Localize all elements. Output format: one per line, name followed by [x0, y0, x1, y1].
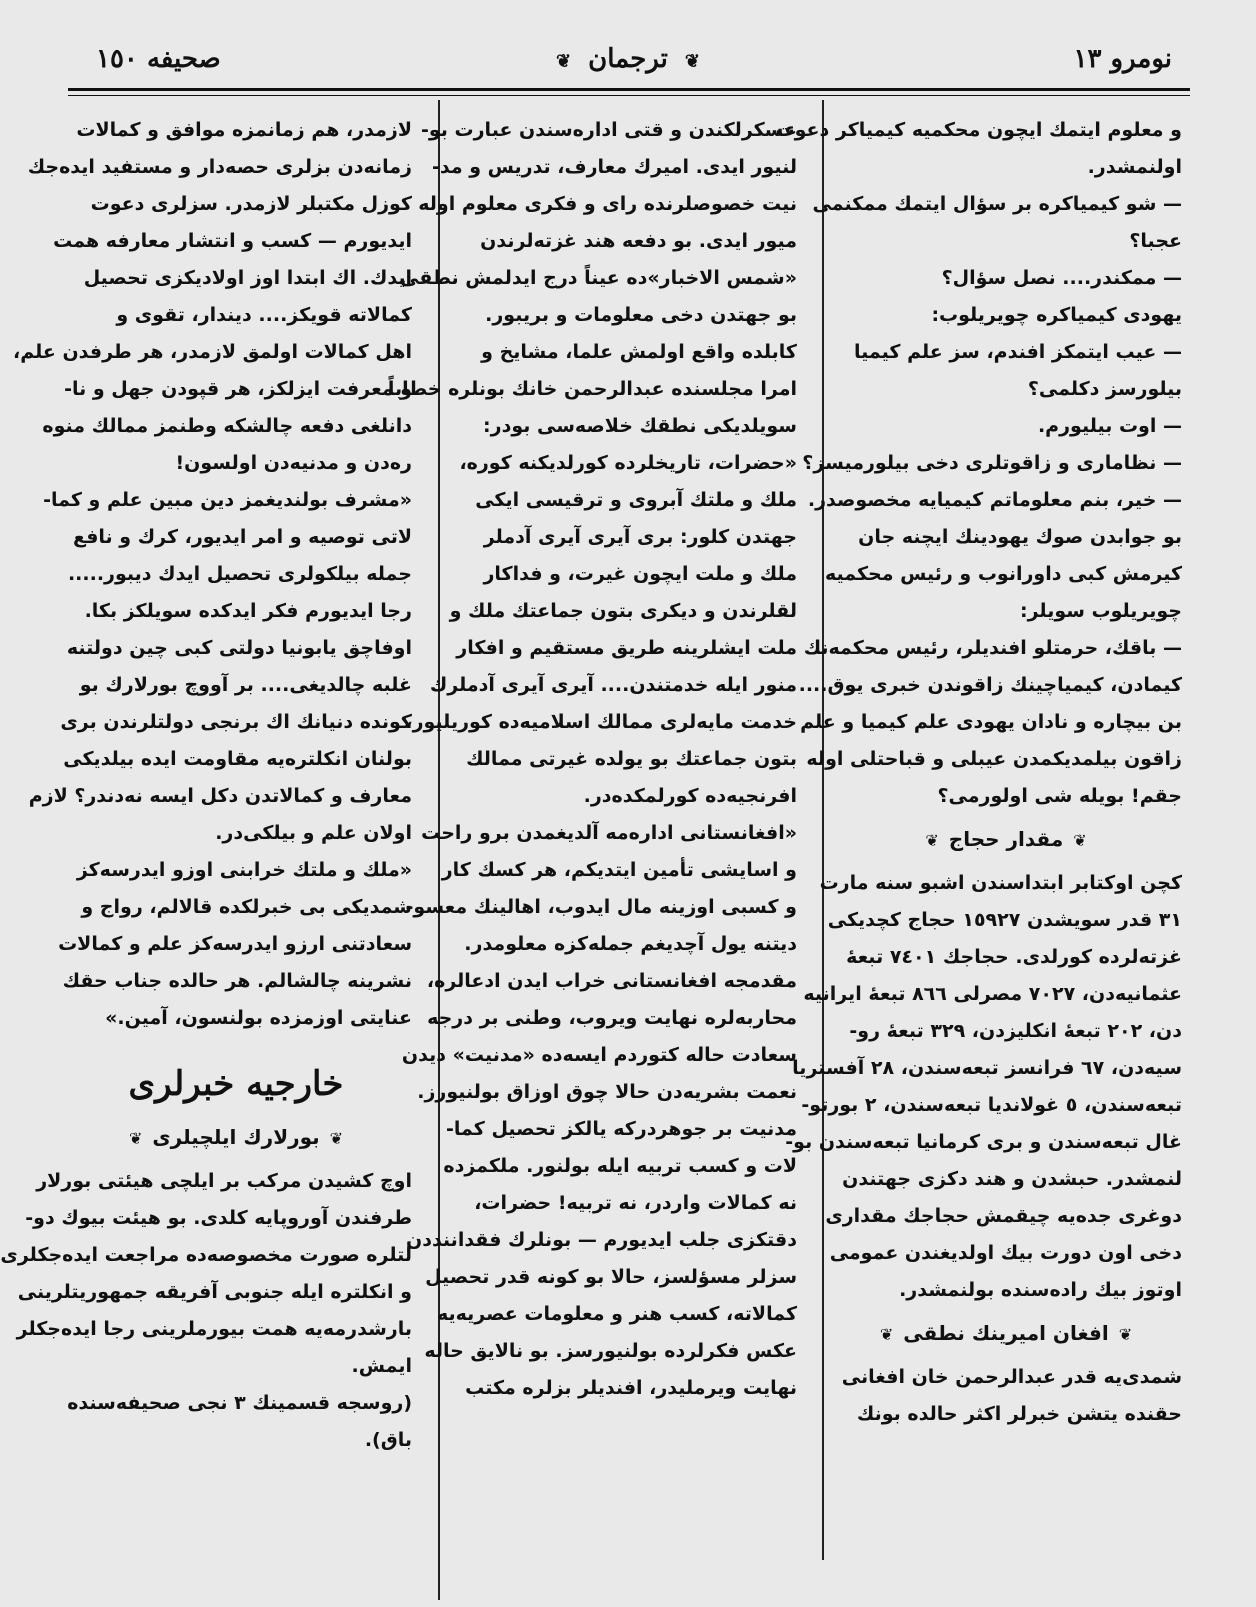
column-divider: [822, 100, 824, 1560]
text-line: چويريلوب سويلر:: [1020, 600, 1182, 622]
text-line: عكس فكرلرده بولنيورسز. بو نالايق حاله: [424, 1340, 797, 1362]
text-line: سزلر مسؤلسز، حالا بو كونه قدر تحصيل: [425, 1266, 797, 1288]
text-line: بيلورسز دكلمى؟: [1027, 378, 1182, 400]
text-line: دقتكزى جلب ايديورم — بونلرك فقداننددن: [405, 1229, 797, 1251]
text-line: لقلرندن و ديكرى بتون جماعتك ملك و: [449, 600, 797, 622]
ornament-icon: ❦: [1073, 831, 1087, 850]
text-line: اوتوز بيك راده‌سنده بولنمشدر.: [899, 1279, 1182, 1301]
text-line: لاتى توصيه و امر ايديور، كرك و نافع: [72, 526, 412, 548]
text-line: — اوت بيليورم.: [1037, 415, 1182, 437]
text-line: شمديكى بى خبرلكده قالالم، رواج و: [81, 896, 412, 918]
text-line: نه كمالات واردر، نه تربيه! حضرات،: [474, 1192, 797, 1214]
text-line: — ممكندر.... نصل سؤال؟: [941, 267, 1182, 289]
text-line: و كسبى اوزينه مال ايدوب، اهالينك معسو-: [405, 896, 797, 918]
column-left: [0, 112, 412, 1592]
text-line: — شو كيمياكره بر سؤال ايتمك ممكنمى: [812, 193, 1182, 215]
ornament-icon: ❦: [329, 1129, 344, 1148]
header-rule-thin: [68, 95, 1190, 96]
text-line: دوغرى جده‌يه چيقمش حجاجك مقدارى: [825, 1205, 1182, 1227]
header-rule: [68, 88, 1190, 91]
text-line: غال تبعه‌سندن و برى كرمانيا تبعه‌سندن بو-: [785, 1131, 1182, 1153]
text-line: اولنمشدر.: [1087, 156, 1182, 178]
text-line: — باقك، حرمتلو افنديلر، رئيس محكمه‌نك: [803, 637, 1182, 659]
text-line: سيه‌دن، ٦٧ فرانسز تبعه‌سندن، ٢٨ آفستريا: [792, 1057, 1182, 1079]
text-line: بارشدرمه‌يه همت بيورملرينى رجا ايده‌جكلر: [16, 1318, 412, 1340]
text-line: مقدمجه افغانستانى خراب ايدن ادعالره،: [426, 970, 797, 992]
section-subheading: [830, 1315, 1182, 1353]
page-number: صحيفه ١٥٠: [96, 44, 221, 74]
text-line: و اسايشى تأمين ايتديكم، هر كسك كار: [441, 859, 797, 881]
text-line: بن بيچاره و نادان يهودى علم كيميا و علم: [800, 711, 1182, 733]
subheading-text: بورلارك ايلچيلرى: [152, 1125, 320, 1149]
text-line: اوفاچق يابونيا دولتى كبى چين دولتنه: [66, 637, 412, 659]
text-line: كچن اوكتابر ابتداسندن اشبو سنه مارت: [819, 872, 1182, 894]
text-line: منور ايله خدمتندن.... آيرى آيرى آدملرك: [429, 674, 797, 696]
text-line: سعادتنى ارزو ايدرسه‌كز علم و كمالات: [58, 933, 412, 955]
text-line: «شمس الاخبار»ده عيناً درج ايدلمش نطقى: [400, 267, 797, 289]
text-line: كيرمش كبى داورانوب و رئيس محكميه: [824, 563, 1182, 585]
text-line: افرنجيه‌ده كورلمكده‌در.: [583, 785, 797, 807]
section-subheading: [830, 821, 1182, 859]
text-line: زمانه‌دن بزلرى حصه‌دار و مستفيد ايده‌جك: [27, 156, 412, 178]
text-line: ملت ايشلرينه طريق مستقيم و افكار: [456, 637, 797, 659]
text-line: ايديورم — كسب و انتشار معارفه همت: [53, 230, 412, 252]
ornament-icon: ❦: [925, 831, 939, 850]
text-line: — نظامارى و زاقوتلرى دخى بيلورميسز؟: [802, 452, 1182, 474]
text-line: طرفندن آوروپايه كلدى. بو هيئت بيوك دو-: [25, 1207, 412, 1229]
text-line: نهايت ويرمليدر، افنديلر بزلره مكتب: [465, 1377, 797, 1399]
text-line: معارف و كمالاتدن دكل ايسه نه‌دندر؟ لازم: [28, 785, 412, 807]
text-line: لنيور ايدى. اميرك معارف، تدريس و مد-: [431, 156, 797, 178]
text-line: «ملك و ملتك خرابنى اوزو ايدرسه‌كز: [76, 859, 412, 881]
text-line: و معلوم ايتمك ايچون محكميه كيمياكر دعوت: [775, 119, 1182, 141]
text-line: شمدى‌يه قدر عبدالرحمن خان افغانى: [841, 1366, 1182, 1388]
text-line: ديتنه يول آچديغم جمله‌كزه معلومدر.: [464, 933, 797, 955]
text-line: كابلده واقع اولمش علما، مشايخ و: [481, 341, 797, 363]
text-line: «مشرف بولنديغمز دين مبين علم و كما-: [43, 489, 412, 511]
text-line: — خير، بنم معلوماتم كيميايه مخصوصدر.: [807, 489, 1182, 511]
text-line: ايمش.: [351, 1355, 412, 1377]
text-line: مدنيت بر جوهردركه يالكز تحصيل كما-: [446, 1118, 797, 1140]
text-line: نشرينه چالشالم. هر حالده جناب حقك: [62, 970, 412, 992]
text-line: جمله بيلكولرى تحصيل ايدك ديبور.....: [67, 563, 412, 585]
text-line: زاقون بيلمديكمدن عيبلى و قباحتلى اوله: [806, 748, 1182, 770]
text-line: و معرفت ايزلكز، هر قپودن جهل و نا-: [64, 378, 412, 400]
text-line: عنايتى اوزمزده بولنسون، آمين.»: [105, 1007, 412, 1029]
text-line: محاربه‌لره نهايت ويروب، وطنى بر درجه: [427, 1007, 797, 1029]
subheading-text: مقدار حجاج: [948, 827, 1064, 851]
text-line: اهل كمالات اولمق لازمدر، هر طرفدن علم،: [13, 341, 412, 363]
text-line: لازمدر، هم زمانمزه موافق و كمالات: [76, 119, 412, 141]
text-line: كمالاته، كسب هنر و معلومات عصريه‌يه: [436, 1303, 797, 1325]
text-line: بولنان انكلتره‌يه مقاومت ايده بيلديكى: [63, 748, 412, 770]
text-line: كمالاته قويكز.... ديندار، تقوى و: [116, 304, 412, 326]
text-line: دخى اون دورت بيك اولديغندن عمومى: [829, 1242, 1182, 1264]
text-line: بو جوابدن صوك يهودينك ايچنه جان: [858, 526, 1182, 548]
text-line: خدمت مايه‌لرى ممالك اسلاميه‌ده كوريليور،: [405, 711, 797, 733]
text-line: دانلغى دفعه چالشكه وطنمز ممالك منوه: [42, 415, 412, 437]
text-line: ملك و ملت ايچون غيرت، و فداكار: [483, 563, 797, 585]
text-line: نيت خصوصلرنده راى و فكرى معلوم اوله: [418, 193, 797, 215]
ornament-icon: ❦: [684, 51, 700, 72]
text-line: رجا ايديورم فكر ايدكده سويلكز بكا.: [84, 600, 412, 622]
masthead: [68, 44, 1188, 74]
text-line: بو جهتدن دخى معلومات و بريبور.: [485, 304, 797, 326]
column-right: [775, 112, 1182, 1592]
subheading-text: افغان اميرينك نطقى: [903, 1321, 1109, 1345]
text-line: باق).: [364, 1429, 412, 1451]
ornament-icon: ❦: [879, 1325, 894, 1344]
text-line: ملك و ملتك آبروى و ترقيسى ايكى: [475, 489, 797, 511]
text-line: اوچ كشيدن مركب بر ايلچى هيئتى بورلار: [36, 1170, 412, 1192]
text-line: كوزل مكتبلر لازمدر. سزلرى دعوت: [90, 193, 412, 215]
page-header: [68, 30, 1188, 88]
text-line: ٣١ قدر سويشدن ١٥٩٢٧ حجاج كچديكى: [827, 909, 1182, 931]
text-line: اولان علم و بيلكى‌در.: [215, 822, 412, 844]
ornament-icon: ❦: [555, 51, 572, 72]
text-line: ميور ايدى. بو دفعه هند غزته‌لرندن: [480, 230, 797, 252]
text-line: كيمادن، كيمياچينك زاقوندن خبرى يوق....: [798, 674, 1182, 696]
text-line: كونده دنيانك اك برنجى دولتلرندن برى: [60, 711, 412, 733]
text-line: (روسجه قسمينك ٣ نجى صحيفه‌سنده: [67, 1392, 412, 1414]
section-subheading: [60, 1119, 412, 1157]
text-line: بتون جماعتك بو يولده غيرتى ممالك: [466, 748, 797, 770]
text-line: عسكرلكندن و قتى اداره‌سندن عبارت بو-: [420, 119, 797, 141]
text-line: لنمشدر. حبشدن و هند دكزى جهتندن: [842, 1168, 1182, 1190]
text-line: جقم! بويله شى اولورمى؟: [937, 785, 1182, 807]
text-line: «افغانستانى اداره‌مه آلديغمدن برو راحت: [421, 822, 797, 844]
text-line: و انكلتره ايله جنوبى آفريقه جمهوريتلرينى: [17, 1281, 412, 1303]
text-line: نعمت بشريه‌دن حالا چوق اوزاق بولنيورز.: [417, 1081, 797, 1103]
text-line: امرا مجلسنده عبدالرحمن خانك بونلره خطاباً: [387, 378, 797, 400]
text-line: سويلديكى نطقك خلاصه‌سى بودر:: [483, 415, 797, 437]
text-line: — عيب ايتمكز افندم، سز علم كيميا: [854, 341, 1182, 363]
text-line: دن، ٢٠٢ تبعهٔ انكليزدن، ٣٢٩ تبعهٔ رو-: [849, 1020, 1182, 1042]
text-line: سعادت حاله كتوردم ايسه‌ده «مدنيت» ديدن: [401, 1044, 797, 1066]
text-line: تبعه‌سندن، ٥ غولانديا تبعه‌سندن، ٢ بورتو-: [801, 1094, 1182, 1116]
text-line: عجبا؟: [1129, 230, 1182, 252]
text-line: لات و كسب تربيه ايله بولنور. ملكمزده: [443, 1155, 797, 1177]
text-line: جهتدن كلور: برى آيرى آيرى آدملر: [483, 526, 797, 548]
issue-number: نومرو ١٣: [1073, 44, 1172, 74]
newspaper-title: ترجمان: [588, 44, 668, 74]
ornament-icon: ❦: [128, 1129, 143, 1148]
ornament-icon: ❦: [1118, 1325, 1133, 1344]
text-line: ره‌دن و مدنيه‌دن اولسون!: [175, 452, 412, 474]
text-line: «حضرات، تاريخلرده كورلديكنه كوره،: [459, 452, 797, 474]
text-line: غلبه چالديغى.... بر آووچ بورلارك بو: [79, 674, 412, 696]
text-line: حقنده يتشن خبرلر اكثر حالده بونك: [856, 1403, 1182, 1425]
text-line: يهودى كيمياكره چويريلوب:: [931, 304, 1182, 326]
text-line: غزته‌لرده كورلدى. حجاجك ٧٤٠١ تبعهٔ: [846, 946, 1182, 968]
text-line: ايدك. اك ابتدا اوز اولاديكزى تحصيل: [83, 267, 412, 289]
text-line: عثمانيه‌دن، ٧٠٢٧ مصرلى ٨٦٦ تبعهٔ ايرانيه: [803, 983, 1182, 1005]
section-title: خارجيه خبرلرى: [128, 1064, 344, 1104]
text-line: لتلره صورت مخصوصه‌ده مراجعت ايده‌جكلرى: [0, 1244, 412, 1266]
